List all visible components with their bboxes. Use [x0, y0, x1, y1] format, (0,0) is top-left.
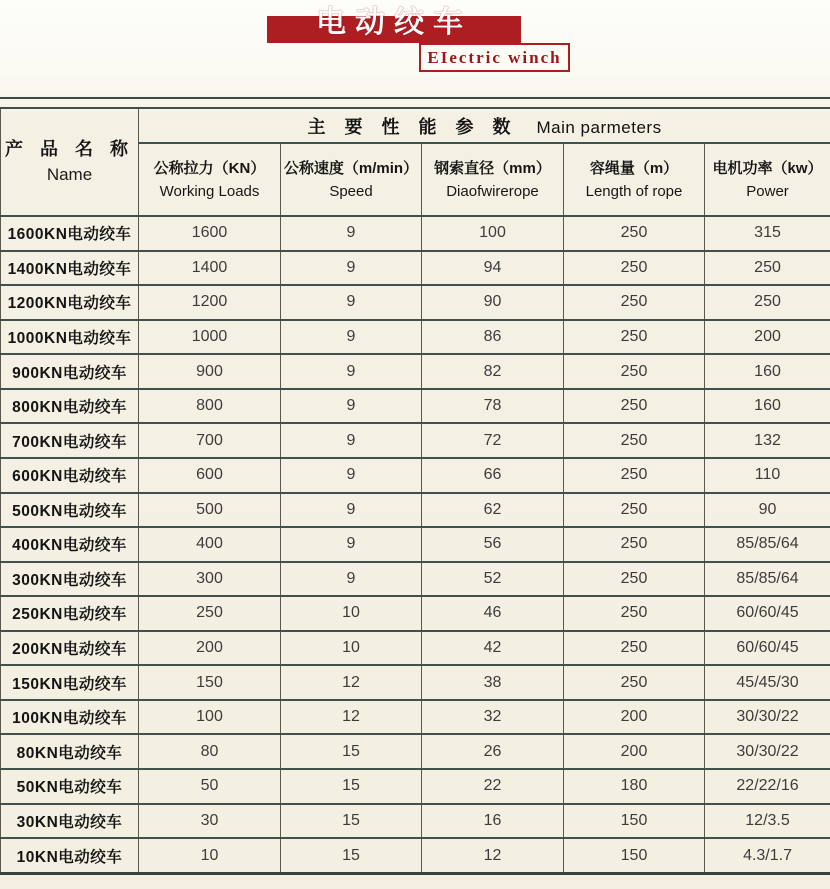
value-cell: 250 [564, 389, 705, 424]
page-title-chinese: 电动绞车 [316, 6, 472, 39]
value-cell: 15 [281, 838, 422, 873]
column-header-wire-rope-dia [422, 143, 564, 216]
value-cell: 9 [281, 458, 422, 493]
value-cell: 250 [564, 251, 705, 286]
product-name-cell: 10KN电动绞车 [1, 838, 139, 873]
page-title-english-box [419, 43, 570, 72]
value-cell: 15 [281, 804, 422, 839]
value-cell: 250 [564, 631, 705, 666]
table-row [1, 562, 830, 597]
column-header-working-loads-en: Working Loads [159, 182, 260, 200]
product-name-cell: 400KN电动绞车 [1, 527, 139, 562]
value-cell: 400 [139, 527, 281, 562]
value-cell: 100 [139, 700, 281, 735]
column-header-rope-length [564, 143, 705, 216]
value-cell: 85/85/64 [705, 562, 830, 597]
value-cell: 1200 [139, 285, 281, 320]
value-cell: 9 [281, 493, 422, 528]
value-cell: 60/60/45 [705, 631, 830, 666]
product-name-cell: 800KN电动绞车 [1, 389, 139, 424]
value-cell: 45/45/30 [705, 665, 830, 700]
table-row [1, 838, 830, 873]
value-cell: 250 [139, 596, 281, 631]
value-cell: 250 [564, 423, 705, 458]
column-header-speed-en: Speed [329, 182, 373, 200]
table-row [1, 734, 830, 769]
value-cell: 150 [564, 838, 705, 873]
value-cell: 10 [139, 838, 281, 873]
value-cell: 110 [705, 458, 830, 493]
product-name-cell: 50KN电动绞车 [1, 769, 139, 804]
value-cell: 200 [705, 320, 830, 355]
column-header-name-cn: 产 品 名 称 [4, 139, 134, 159]
value-cell: 250 [564, 527, 705, 562]
column-header-wire-rope-dia-en: Diaofwirerope [446, 182, 539, 200]
value-cell: 250 [564, 665, 705, 700]
product-name-cell: 600KN电动绞车 [1, 458, 139, 493]
value-cell: 15 [281, 734, 422, 769]
value-cell: 200 [139, 631, 281, 666]
table-row [1, 700, 830, 735]
value-cell: 300 [139, 562, 281, 597]
value-cell: 250 [564, 562, 705, 597]
column-header-power-en: Power [746, 182, 789, 200]
table-row [1, 251, 830, 286]
value-cell: 16 [422, 804, 564, 839]
table-row [1, 423, 830, 458]
value-cell: 26 [422, 734, 564, 769]
product-name-cell: 500KN电动绞车 [1, 493, 139, 528]
group-header-cn: 主 要 性 能 参 数 [307, 116, 518, 137]
value-cell: 1400 [139, 251, 281, 286]
value-cell: 1600 [139, 216, 281, 251]
top-divider-line [0, 97, 830, 99]
table-row [1, 216, 830, 251]
product-name-cell: 700KN电动绞车 [1, 423, 139, 458]
value-cell: 250 [564, 596, 705, 631]
value-cell: 9 [281, 251, 422, 286]
page-title-english: EIectric winch [427, 47, 562, 67]
value-cell: 56 [422, 527, 564, 562]
value-cell: 200 [564, 734, 705, 769]
value-cell: 160 [705, 354, 830, 389]
product-name-cell: 900KN电动绞车 [1, 354, 139, 389]
value-cell: 12 [281, 700, 422, 735]
value-cell: 50 [139, 769, 281, 804]
value-cell: 72 [422, 423, 564, 458]
value-cell: 9 [281, 354, 422, 389]
value-cell: 9 [281, 527, 422, 562]
product-name-cell: 1400KN电动绞车 [1, 251, 139, 286]
value-cell: 9 [281, 285, 422, 320]
value-cell: 42 [422, 631, 564, 666]
value-cell: 100 [422, 216, 564, 251]
value-cell: 180 [564, 769, 705, 804]
table-row [1, 389, 830, 424]
value-cell: 90 [422, 285, 564, 320]
product-name-cell: 80KN电动绞车 [1, 734, 139, 769]
value-cell: 1000 [139, 320, 281, 355]
value-cell: 9 [281, 320, 422, 355]
product-name-cell: 300KN电动绞车 [1, 562, 139, 597]
value-cell: 82 [422, 354, 564, 389]
value-cell: 12 [422, 838, 564, 873]
value-cell: 10 [281, 596, 422, 631]
table-row [1, 527, 830, 562]
value-cell: 132 [705, 423, 830, 458]
value-cell: 78 [422, 389, 564, 424]
value-cell: 250 [705, 251, 830, 286]
table-row [1, 769, 830, 804]
value-cell: 94 [422, 251, 564, 286]
column-header-wire-rope-dia-cn: 钢索直径（mm） [434, 159, 551, 177]
value-cell: 10 [281, 631, 422, 666]
value-cell: 80 [139, 734, 281, 769]
value-cell: 46 [422, 596, 564, 631]
column-header-speed-cn: 公称速度（m/min） [283, 159, 419, 177]
value-cell: 30/30/22 [705, 700, 830, 735]
table-row [1, 285, 830, 320]
value-cell: 250 [564, 458, 705, 493]
value-cell: 30 [139, 804, 281, 839]
product-name-cell: 250KN电动绞车 [1, 596, 139, 631]
value-cell: 900 [139, 354, 281, 389]
value-cell: 250 [564, 493, 705, 528]
value-cell: 250 [564, 285, 705, 320]
value-cell: 315 [705, 216, 830, 251]
value-cell: 250 [564, 354, 705, 389]
title-banner [267, 6, 521, 43]
table-row [1, 596, 830, 631]
value-cell: 52 [422, 562, 564, 597]
table-body [1, 216, 830, 874]
value-cell: 15 [281, 769, 422, 804]
product-name-cell: 200KN电动绞车 [1, 631, 139, 666]
column-header-speed [281, 143, 422, 216]
value-cell: 500 [139, 493, 281, 528]
product-name-cell: 30KN电动绞车 [1, 804, 139, 839]
value-cell: 250 [705, 285, 830, 320]
value-cell: 86 [422, 320, 564, 355]
column-header-working-loads [139, 143, 281, 216]
value-cell: 66 [422, 458, 564, 493]
value-cell: 38 [422, 665, 564, 700]
table-row [1, 458, 830, 493]
column-header-name [1, 108, 139, 216]
group-header-main-parameters [139, 108, 830, 143]
group-header-row [1, 108, 830, 143]
product-name-cell: 1000KN电动绞车 [1, 320, 139, 355]
value-cell: 9 [281, 562, 422, 597]
value-cell: 30/30/22 [705, 734, 830, 769]
value-cell: 250 [564, 216, 705, 251]
spec-table [0, 107, 830, 875]
column-header-working-loads-cn: 公称拉力（KN） [153, 159, 266, 177]
table-row [1, 631, 830, 666]
column-header-name-en: Name [46, 165, 93, 184]
value-cell: 32 [422, 700, 564, 735]
value-cell: 600 [139, 458, 281, 493]
product-name-cell: 1600KN电动绞车 [1, 216, 139, 251]
value-cell: 22 [422, 769, 564, 804]
value-cell: 60/60/45 [705, 596, 830, 631]
value-cell: 250 [564, 320, 705, 355]
value-cell: 62 [422, 493, 564, 528]
value-cell: 150 [564, 804, 705, 839]
value-cell: 90 [705, 493, 830, 528]
value-cell: 85/85/64 [705, 527, 830, 562]
value-cell: 12 [281, 665, 422, 700]
value-cell: 150 [139, 665, 281, 700]
value-cell: 9 [281, 216, 422, 251]
value-cell: 4.3/1.7 [705, 838, 830, 873]
value-cell: 9 [281, 423, 422, 458]
product-name-cell: 100KN电动绞车 [1, 700, 139, 735]
column-header-power-cn: 电机功率（kw） [712, 159, 823, 177]
column-header-power [705, 143, 830, 216]
group-header-en: Main parmeters [536, 117, 662, 137]
column-header-rope-length-en: Length of rope [585, 182, 683, 200]
product-name-cell: 1200KN电动绞车 [1, 285, 139, 320]
table-row [1, 493, 830, 528]
table-row [1, 665, 830, 700]
value-cell: 22/22/16 [705, 769, 830, 804]
product-name-cell: 150KN电动绞车 [1, 665, 139, 700]
value-cell: 700 [139, 423, 281, 458]
table-row [1, 320, 830, 355]
value-cell: 12/3.5 [705, 804, 830, 839]
table-row [1, 354, 830, 389]
table-row [1, 804, 830, 839]
value-cell: 9 [281, 389, 422, 424]
value-cell: 200 [564, 700, 705, 735]
value-cell: 800 [139, 389, 281, 424]
value-cell: 160 [705, 389, 830, 424]
column-header-rope-length-cn: 容绳量（m） [589, 159, 679, 177]
